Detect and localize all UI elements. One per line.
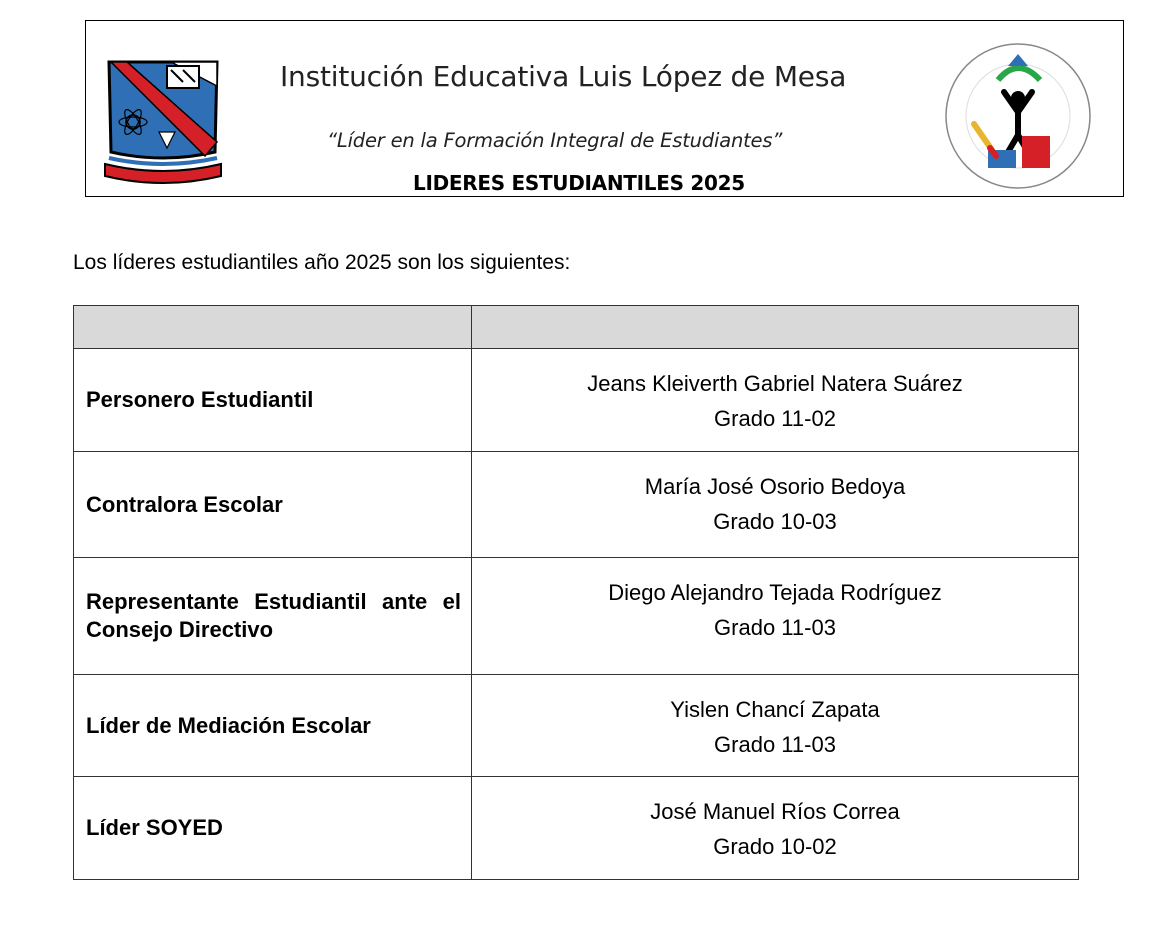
leader-name: Yislen Chancí Zapata xyxy=(670,697,880,722)
leader-name: Jeans Kleiverth Gabriel Natera Suárez xyxy=(587,371,963,396)
table-header-row xyxy=(74,306,1079,349)
leader-grade: Grado 10-02 xyxy=(713,834,837,859)
school-shield-logo-icon xyxy=(101,52,225,190)
role-cell: Líder SOYED xyxy=(74,777,472,880)
document-title: LIDERES ESTUDIANTILES 2025 xyxy=(413,171,745,195)
institution-name: Institución Educativa Luis López de Mesa xyxy=(280,60,847,93)
leader-name: María José Osorio Bedoya xyxy=(644,474,906,499)
table-row xyxy=(74,349,1079,452)
leader-grade: Grado 10-03 xyxy=(713,509,837,534)
table-header-cell xyxy=(472,306,1079,349)
leader-cell xyxy=(472,777,1079,880)
leaders-table xyxy=(73,305,1079,880)
leader-name: José Manuel Ríos Correa xyxy=(650,799,900,824)
institution-motto: “Líder en la Formación Integral de Estudiantes” xyxy=(327,129,783,152)
role-cell: Líder de Mediación Escolar xyxy=(74,675,472,777)
leader-cell xyxy=(472,452,1079,558)
leader-cell xyxy=(472,558,1079,675)
table-row xyxy=(74,452,1079,558)
leader-grade: Grado 11-03 xyxy=(714,615,836,640)
leader-cell xyxy=(472,675,1079,777)
table-row xyxy=(74,675,1079,777)
leader-cell xyxy=(472,349,1079,452)
role-cell: Representante Estudiantil ante el Consejo Directivo xyxy=(74,558,472,675)
table-row xyxy=(74,777,1079,880)
leader-grade: Grado 11-02 xyxy=(714,406,836,431)
leader-name: Diego Alejandro Tejada Rodríguez xyxy=(608,580,942,605)
role-cell: Personero Estudiantil xyxy=(74,349,472,452)
intro-text: Los líderes estudiantiles año 2025 son los siguientes: xyxy=(73,251,571,274)
table-header-cell xyxy=(74,306,472,349)
role-cell: Contralora Escolar xyxy=(74,452,472,558)
table-row xyxy=(74,558,1079,675)
school-round-emblem-icon xyxy=(938,40,1098,190)
leader-grade: Grado 11-03 xyxy=(714,732,836,757)
